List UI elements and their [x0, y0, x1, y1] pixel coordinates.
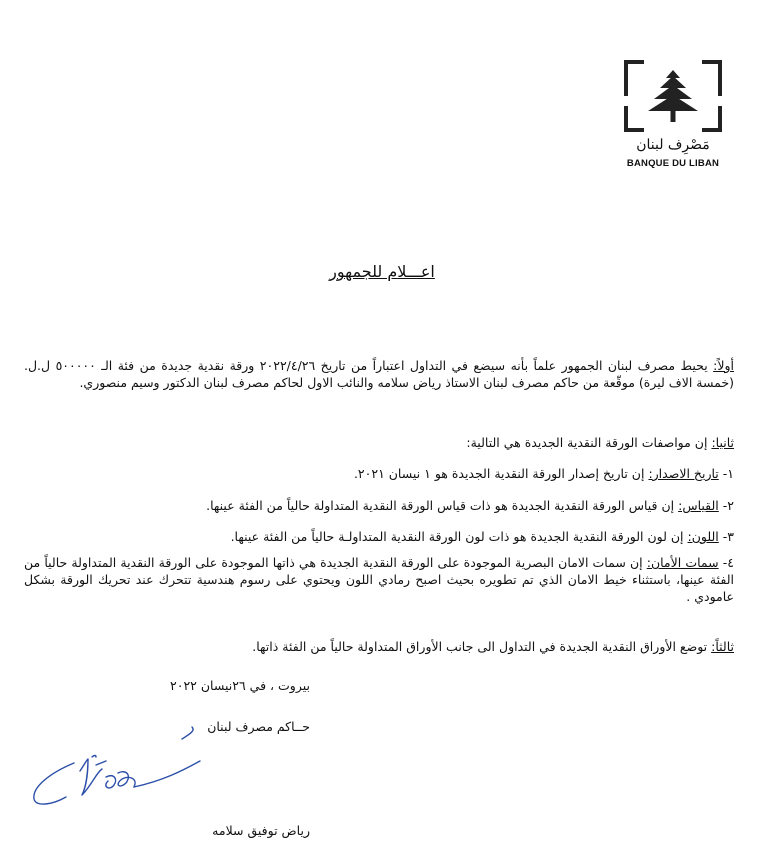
- list-item-label: سمات الأمان:: [646, 555, 719, 570]
- logo-english-name: BANQUE DU LIBAN: [626, 158, 720, 169]
- paragraph-second: [24, 434, 734, 451]
- list-item: [24, 554, 734, 605]
- list-item-text: إن لون الورقة النقدية الجديدة هو ذات لون الورقة النقدية المتداولـة حالياً من الفئة عينها.: [230, 529, 688, 544]
- list-item-number: ٤-: [722, 555, 734, 570]
- cedar-tree-icon: [622, 58, 724, 134]
- governor-title: حــاكم مصرف لبنان: [207, 719, 310, 734]
- paragraph-first-label: أولاً:: [713, 358, 734, 373]
- logo-arabic-name: مَصْرِف لبنان: [636, 137, 710, 153]
- list-item-text: إن تاريخ إصدار الورقة النقدية الجديدة هو ١ نيسان ٢٠٢١.: [353, 466, 649, 481]
- paragraph-second-text: إن مواصفات الورقة النقدية الجديدة هي التالية:: [466, 435, 712, 450]
- bank-logo: [608, 58, 738, 176]
- list-item-text: إن قياس الورقة النقدية الجديدة هو ذات قياس الورقة النقدية المتداولة حالياً من الفئة عينها.: [206, 498, 679, 513]
- list-item: [24, 528, 734, 545]
- page-title: اعـــلام للجمهور: [329, 262, 435, 281]
- list-item: [24, 497, 734, 514]
- list-item-label: تاريخ الاصدار:: [648, 466, 719, 481]
- list-item-label: اللون:: [687, 529, 719, 544]
- paragraph-first: [24, 357, 734, 391]
- paragraph-third-text: توضع الأوراق النقدية الجديدة في التداول الى جانب الأوراق المتداولة حالياً من الفئة ذاتها.: [252, 639, 712, 654]
- paragraph-first-text: يحيط مصرف لبنان الجمهور علماً بأنه سيضع في التداول اعتباراً من تاريخ ٢٠٢٢/٤/٢٦ ورقة نقدية جديدة من فئة الـ ٥٠٠٠٠٠ ل.ل. (خمسة الاف ليرة) موقّعة من حاكم مصرف لبنان الاستاذ رياض سلامه والنائب الاول لحاكم مصرف لبنان الدكتور وسيم منصوري.: [24, 358, 734, 390]
- paragraph-second-label: ثانيا:: [711, 435, 734, 450]
- document-date: بيروت ، في ٢٦نيسان ٢٠٢٢: [170, 678, 310, 693]
- list-item: [24, 465, 734, 482]
- list-item-number: ١-: [722, 466, 734, 481]
- list-item-label: القياس:: [678, 498, 719, 513]
- paragraph-third-label: ثالثاً:: [711, 639, 734, 654]
- list-item-number: ٣-: [722, 529, 734, 544]
- list-item-number: ٢-: [722, 498, 734, 513]
- paragraph-third: [24, 638, 734, 655]
- governor-name: رياض توفيق سلامه: [212, 823, 310, 838]
- list-item-text: إن سمات الامان البصرية الموجودة على الورقة النقدية الجديدة هي ذاتها الموجودة على الورقة النقدية المتداولة حالياً من الفئة عينها، باستثناء خيط الامان الذي تم تطويره بحيث اصبح رمادي اللون ويحتوي على رسوم هندسية تتحرك عند تحريك الورقة بشكل عامودي .: [24, 555, 734, 604]
- signature-image: [22, 725, 212, 815]
